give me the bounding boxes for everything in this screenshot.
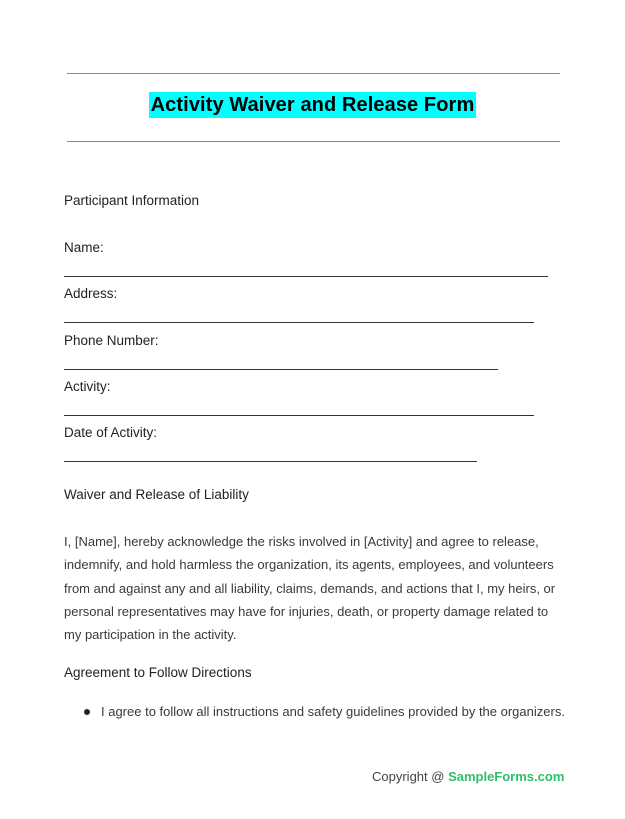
agreement-list-item (84, 703, 565, 721)
agreement-heading: Agreement to Follow Directions (64, 665, 252, 680)
waiver-paragraph: I, [Name], hereby acknowledge the risks involved in [Activity] and agree to release, indemnify, and hold harmless the organization, its agents, employees, and volunteers from and against any and all liability, claims, demands, and actions that I, my heirs, or personal representatives may have for injuries, death, or property damage related to my participation in the activity. (64, 534, 556, 643)
address-field-line[interactable] (64, 322, 534, 323)
copyright-prefix: Copyright @ (372, 769, 449, 784)
title-container (0, 92, 625, 118)
date-of-activity-field-line[interactable] (64, 461, 477, 462)
activity-label: Activity: (64, 379, 111, 394)
brand-link[interactable]: SampleForms.com (448, 769, 565, 784)
date-of-activity-label: Date of Activity: (64, 425, 158, 440)
bullet-icon (84, 709, 90, 715)
agreement-item-text: I agree to follow all instructions and safety guidelines provided by the organizers. (101, 704, 565, 719)
name-field-line[interactable] (64, 276, 548, 277)
phone-number-field-line[interactable] (64, 369, 498, 370)
copyright-footer (372, 768, 564, 786)
waiver-heading: Waiver and Release of Liability (64, 487, 249, 502)
activity-field-line[interactable] (64, 415, 534, 416)
participant-info-heading: Participant Information (64, 193, 200, 208)
phone-number-label: Phone Number: (64, 333, 159, 348)
top-divider (67, 73, 560, 74)
address-label: Address: (64, 286, 118, 301)
document-title: Activity Waiver and Release Form (150, 94, 475, 116)
bottom-divider (67, 141, 560, 142)
name-label: Name: (64, 240, 104, 255)
